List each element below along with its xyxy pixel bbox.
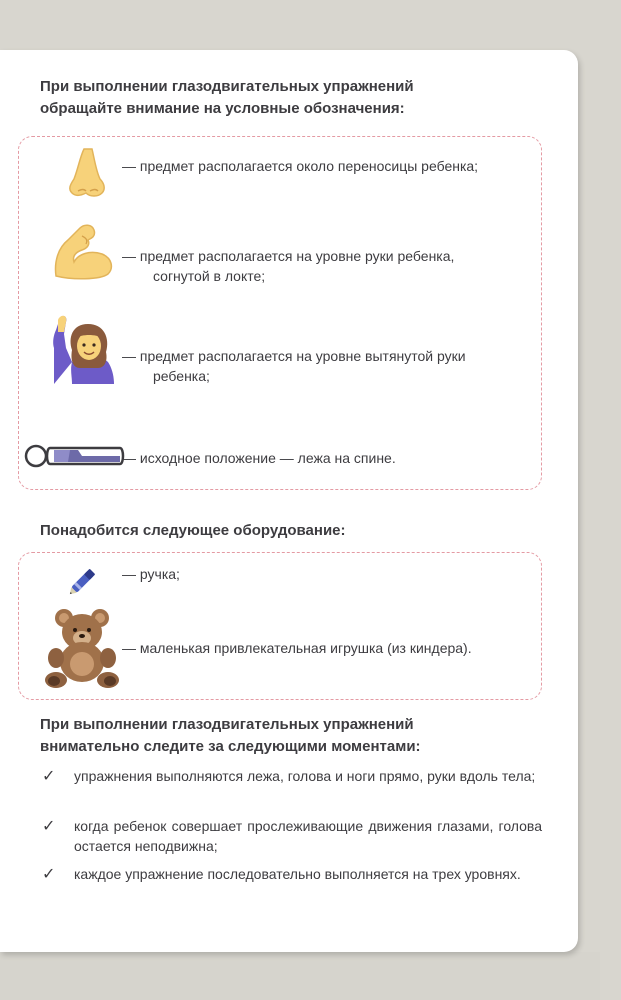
attention-heading xyxy=(40,714,421,758)
legend-item-nose xyxy=(122,156,542,176)
checklist-item-text: когда ребенок совершает прослеживающие движения глазами, голова остается неподвижна; xyxy=(74,818,542,854)
checklist-item-text: каждое упражнение последовательно выполняется на трех уровнях. xyxy=(74,866,521,882)
legend-item-lying xyxy=(122,448,542,468)
equipment-item-pen: — ручка; xyxy=(122,566,180,582)
legend-item-arm-line1: — предмет располагается на уровне руки ребенка, xyxy=(122,248,455,264)
checklist-item xyxy=(42,766,542,810)
checklist-item xyxy=(42,864,542,908)
legend-item-raised-hand-line1: — предмет располагается на уровне вытянутой руки xyxy=(122,348,466,364)
attention-heading-line2: внимательно следите за следующими моментами: xyxy=(40,738,421,755)
legend-item-nose-text: — предмет располагается около переносицы ребенка; xyxy=(122,158,479,174)
legend-item-raised-hand xyxy=(122,346,542,386)
check-icon: ✓ xyxy=(42,818,56,835)
nose-icon xyxy=(66,147,108,199)
girl-raising-hand-icon xyxy=(50,314,116,384)
check-icon: ✓ xyxy=(42,768,56,785)
legend-item-raised-hand-line2: ребенка; xyxy=(153,368,210,384)
checklist-item xyxy=(42,816,542,860)
check-icon: ✓ xyxy=(42,866,56,883)
lying-person-icon xyxy=(24,442,126,470)
attention-heading-line1: При выполнении глазодвигательных упражнений xyxy=(40,716,414,733)
legend-item-arm-line2: согнутой в локте; xyxy=(153,268,266,284)
flexed-arm-icon xyxy=(52,222,116,280)
checklist-item-text: упражнения выполняются лежа, голова и ноги прямо, руки вдоль тела; xyxy=(74,768,536,784)
legend-item-arm xyxy=(122,246,542,286)
legend-item-lying-text: — исходное положение — лежа на спине. xyxy=(122,450,396,466)
page xyxy=(0,50,578,952)
equipment-item-toy: — маленькая привлекательная игрушка (из киндера). xyxy=(122,640,472,656)
equipment-heading: Понадобится следующее оборудование: xyxy=(40,522,346,539)
teddy-bear-icon xyxy=(42,608,122,688)
legend-heading xyxy=(40,76,414,120)
legend-heading-line2: обращайте внимание на условные обозначения: xyxy=(40,100,405,117)
pen-icon xyxy=(64,560,104,600)
page-background xyxy=(0,952,600,1000)
legend-heading-line1: При выполнении глазодвигательных упражнений xyxy=(40,78,414,95)
